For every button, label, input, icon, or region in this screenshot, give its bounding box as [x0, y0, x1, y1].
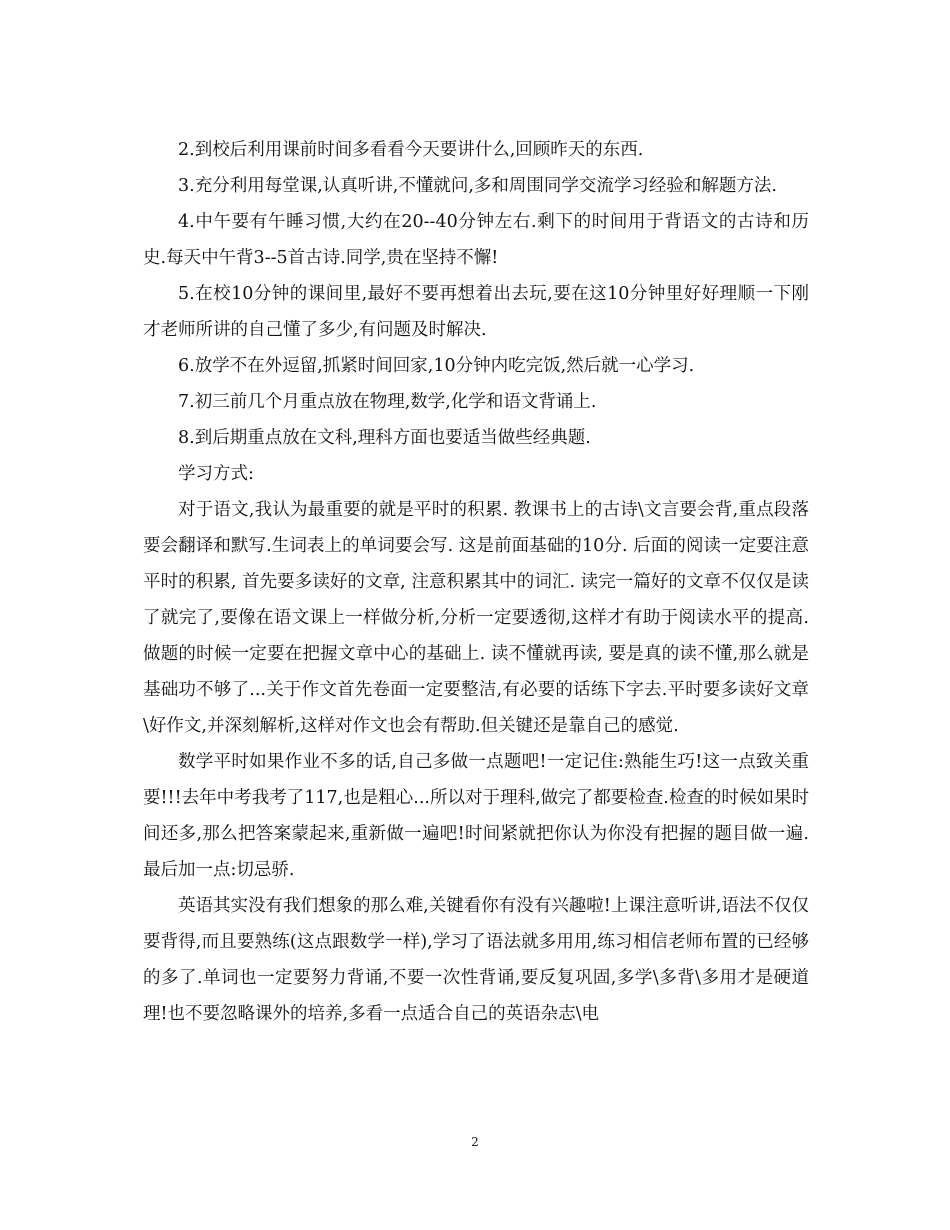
paragraph-chinese: 对于语文,我认为最重要的就是平时的积累. 教课书上的古诗\文言要会背,重点段落要会翻译和默写.生词表上的单词要会写. 这是前面基础的10分. 后面的阅读一定要注意平时的积累, 首先要多读好的文章, 注意积累其中的词汇. 读完一篇好的文章不仅仅是读了就完了,要像在语文课上一样做分析,分析一定要透彻,这样才有助于阅读水平的提高. 做题的时候一定要在把握文章中心的基础上. 读不懂就再读, 要是真的读不懂,那么就是基础功不够了...关于作文首先卷面一定要整洁,有必要的话练下字去.平时要多读好文章\好作文,并深刻解析,这样对作文也会有帮助.但关键还是靠自己的感觉. [143, 500, 809, 736]
paragraph-tip-3: 3.充分利用每堂课,认真听讲,不懂就问,多和周围同学交流学习经验和解题方法. [178, 176, 777, 196]
paragraph-tip-6: 6.放学不在外逗留,抓紧时间回家,10分钟内吃完饭,然后就一心学习. [178, 356, 695, 376]
paragraph-tip-2: 2.到校后利用课前时间多看看今天要讲什么,回顾昨天的东西. [178, 140, 644, 160]
paragraph-english: 英语其实没有我们想象的那么难,关键看你有没有兴趣啦!上课注意听讲,语法不仅仅要背得,而且要熟练(这点跟数学一样),学习了语法就多用用,练习相信老师布置的已经够的多了.单词也一定要努力背诵,不要一次性背诵,要反复巩固,多学\多背\多用才是硬道理!也不要忽略课外的培养,多看一点适合自己的英语杂志\电 [143, 896, 809, 1024]
paragraph-tip-5: 5.在校10分钟的课间里,最好不要再想着出去玩,要在这10分钟里好好理顺一下刚才老师所讲的自己懂了多少,有问题及时解决. [143, 284, 809, 340]
paragraph-tip-8: 8.到后期重点放在文科,理科方面也要适当做些经典题. [178, 428, 591, 448]
page-number: 2 [471, 1135, 479, 1149]
document-body [143, 132, 809, 1032]
paragraph-tip-7: 7.初三前几个月重点放在物理,数学,化学和语文背诵上. [178, 392, 597, 412]
paragraph-math: 数学平时如果作业不多的话,自己多做一点题吧!一定记住:熟能生巧!这一点致关重要!!!去年中考我考了117,也是粗心...所以对于理科,做完了都要检查.检查的时候如果时间还多,那么把答案蒙起来,重新做一遍吧!时间紧就把你认为你没有把握的题目做一遍.最后加一点:切忌骄. [143, 752, 809, 880]
section-heading-study-methods: 学习方式: [178, 464, 254, 484]
paragraph-tip-4: 4.中午要有午睡习惯,大约在20--40分钟左右.剩下的时间用于背语文的古诗和历史.每天中午背3--5首古诗.同学,贵在坚持不懈! [143, 212, 809, 268]
